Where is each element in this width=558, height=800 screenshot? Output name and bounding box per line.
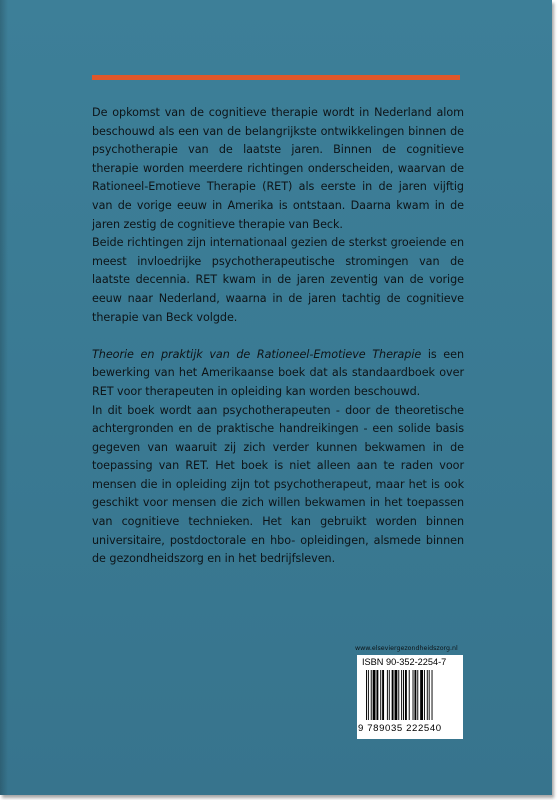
barcode-bar (403, 670, 404, 720)
barcode-bar (387, 670, 388, 720)
barcode-bar (409, 670, 410, 720)
barcode-bar (376, 670, 378, 720)
barcode-bar (366, 670, 367, 720)
paragraph-book (92, 346, 464, 402)
barcode-bar (398, 670, 399, 720)
ean-number: 9 789035 222540 (358, 723, 442, 734)
book-description: is een bewerking van het Amerikaanse boek dat als standaardboek over RET voor therapeuten in opleiding kan worden beschouwd. (92, 347, 464, 398)
barcode-bar (395, 670, 398, 720)
paragraph-history: Beide richtingen zijn internationaal gezien de sterkst groeiende en meest invloedrijke psychotherapeutische stromingen van de laatste decennia. RET kwam in de jaren zeventig van de vorige eeuw naar Nederland, waarna in de jaren tachtig de cognitieve therapie van Beck volgde. (92, 236, 464, 324)
barcode-bar (427, 670, 428, 720)
blurb-text (92, 104, 464, 569)
barcode-bar (432, 670, 433, 720)
publisher-website: www.elseviergezondheidszorg.nl (355, 645, 458, 652)
barcode-bar (401, 670, 402, 720)
barcode-bar (368, 670, 369, 720)
barcode-bar (414, 670, 416, 720)
barcode-graphic (366, 670, 458, 720)
barcode-bar (405, 670, 407, 720)
barcode-bar (382, 670, 384, 720)
barcode-bar (417, 670, 418, 720)
isbn-number: ISBN 90-352-2254-7 (362, 657, 447, 667)
barcode-bar (373, 670, 376, 720)
barcode-bar (424, 670, 425, 720)
barcode-bar (380, 670, 381, 720)
book-title: Theorie en praktijk van de Rationeel-Emotieve Therapie (92, 347, 422, 361)
orange-rule (92, 75, 460, 80)
paragraph-gap (92, 327, 464, 346)
barcode-box (357, 655, 463, 739)
barcode-bar (392, 670, 394, 720)
barcode-bar (413, 670, 414, 720)
barcode-bar (371, 670, 372, 720)
paragraph-intro: De opkomst van de cognitieve therapie wordt in Nederland alom beschouwd als een van de belangrijkste ontwikkelingen binnen de psychotherapie van de laatste jaren. Binnen de cognitieve therapie worden meerdere richtingen onderscheiden, waarvan de Rationeel-Emotieve Therapie (RET) als eerste in de jaren vijftig van de vorige eeuw in Amerika is ontstaan. Daarna kwam in de jaren zestig de cognitieve therapie van Beck. (92, 106, 464, 231)
spine-shadow (0, 0, 8, 795)
barcode-bar (389, 670, 390, 720)
barcode-bar (420, 670, 423, 720)
barcode-bar (429, 670, 430, 720)
paragraph-audience: In dit boek wordt aan psychotherapeuten - door de theoretische achtergronden en de praktische handreikingen - een solide basis gegeven van waaruit zij zich verder kunnen bekwamen in de toepassing van RET. Het boek is niet alleen aan te raden voor mensen die in opleiding zijn tot psychotherapeut, maar het is ook geschikt voor mensen die zich willen bekwamen in het toepassen van cognitieve technieken. Het kan gebruikt worden binnen universitaire, postdoctorale en hbo- opleidingen, alsmede binnen de gezondheidszorg en in het bedrijfsleven. (92, 403, 464, 566)
